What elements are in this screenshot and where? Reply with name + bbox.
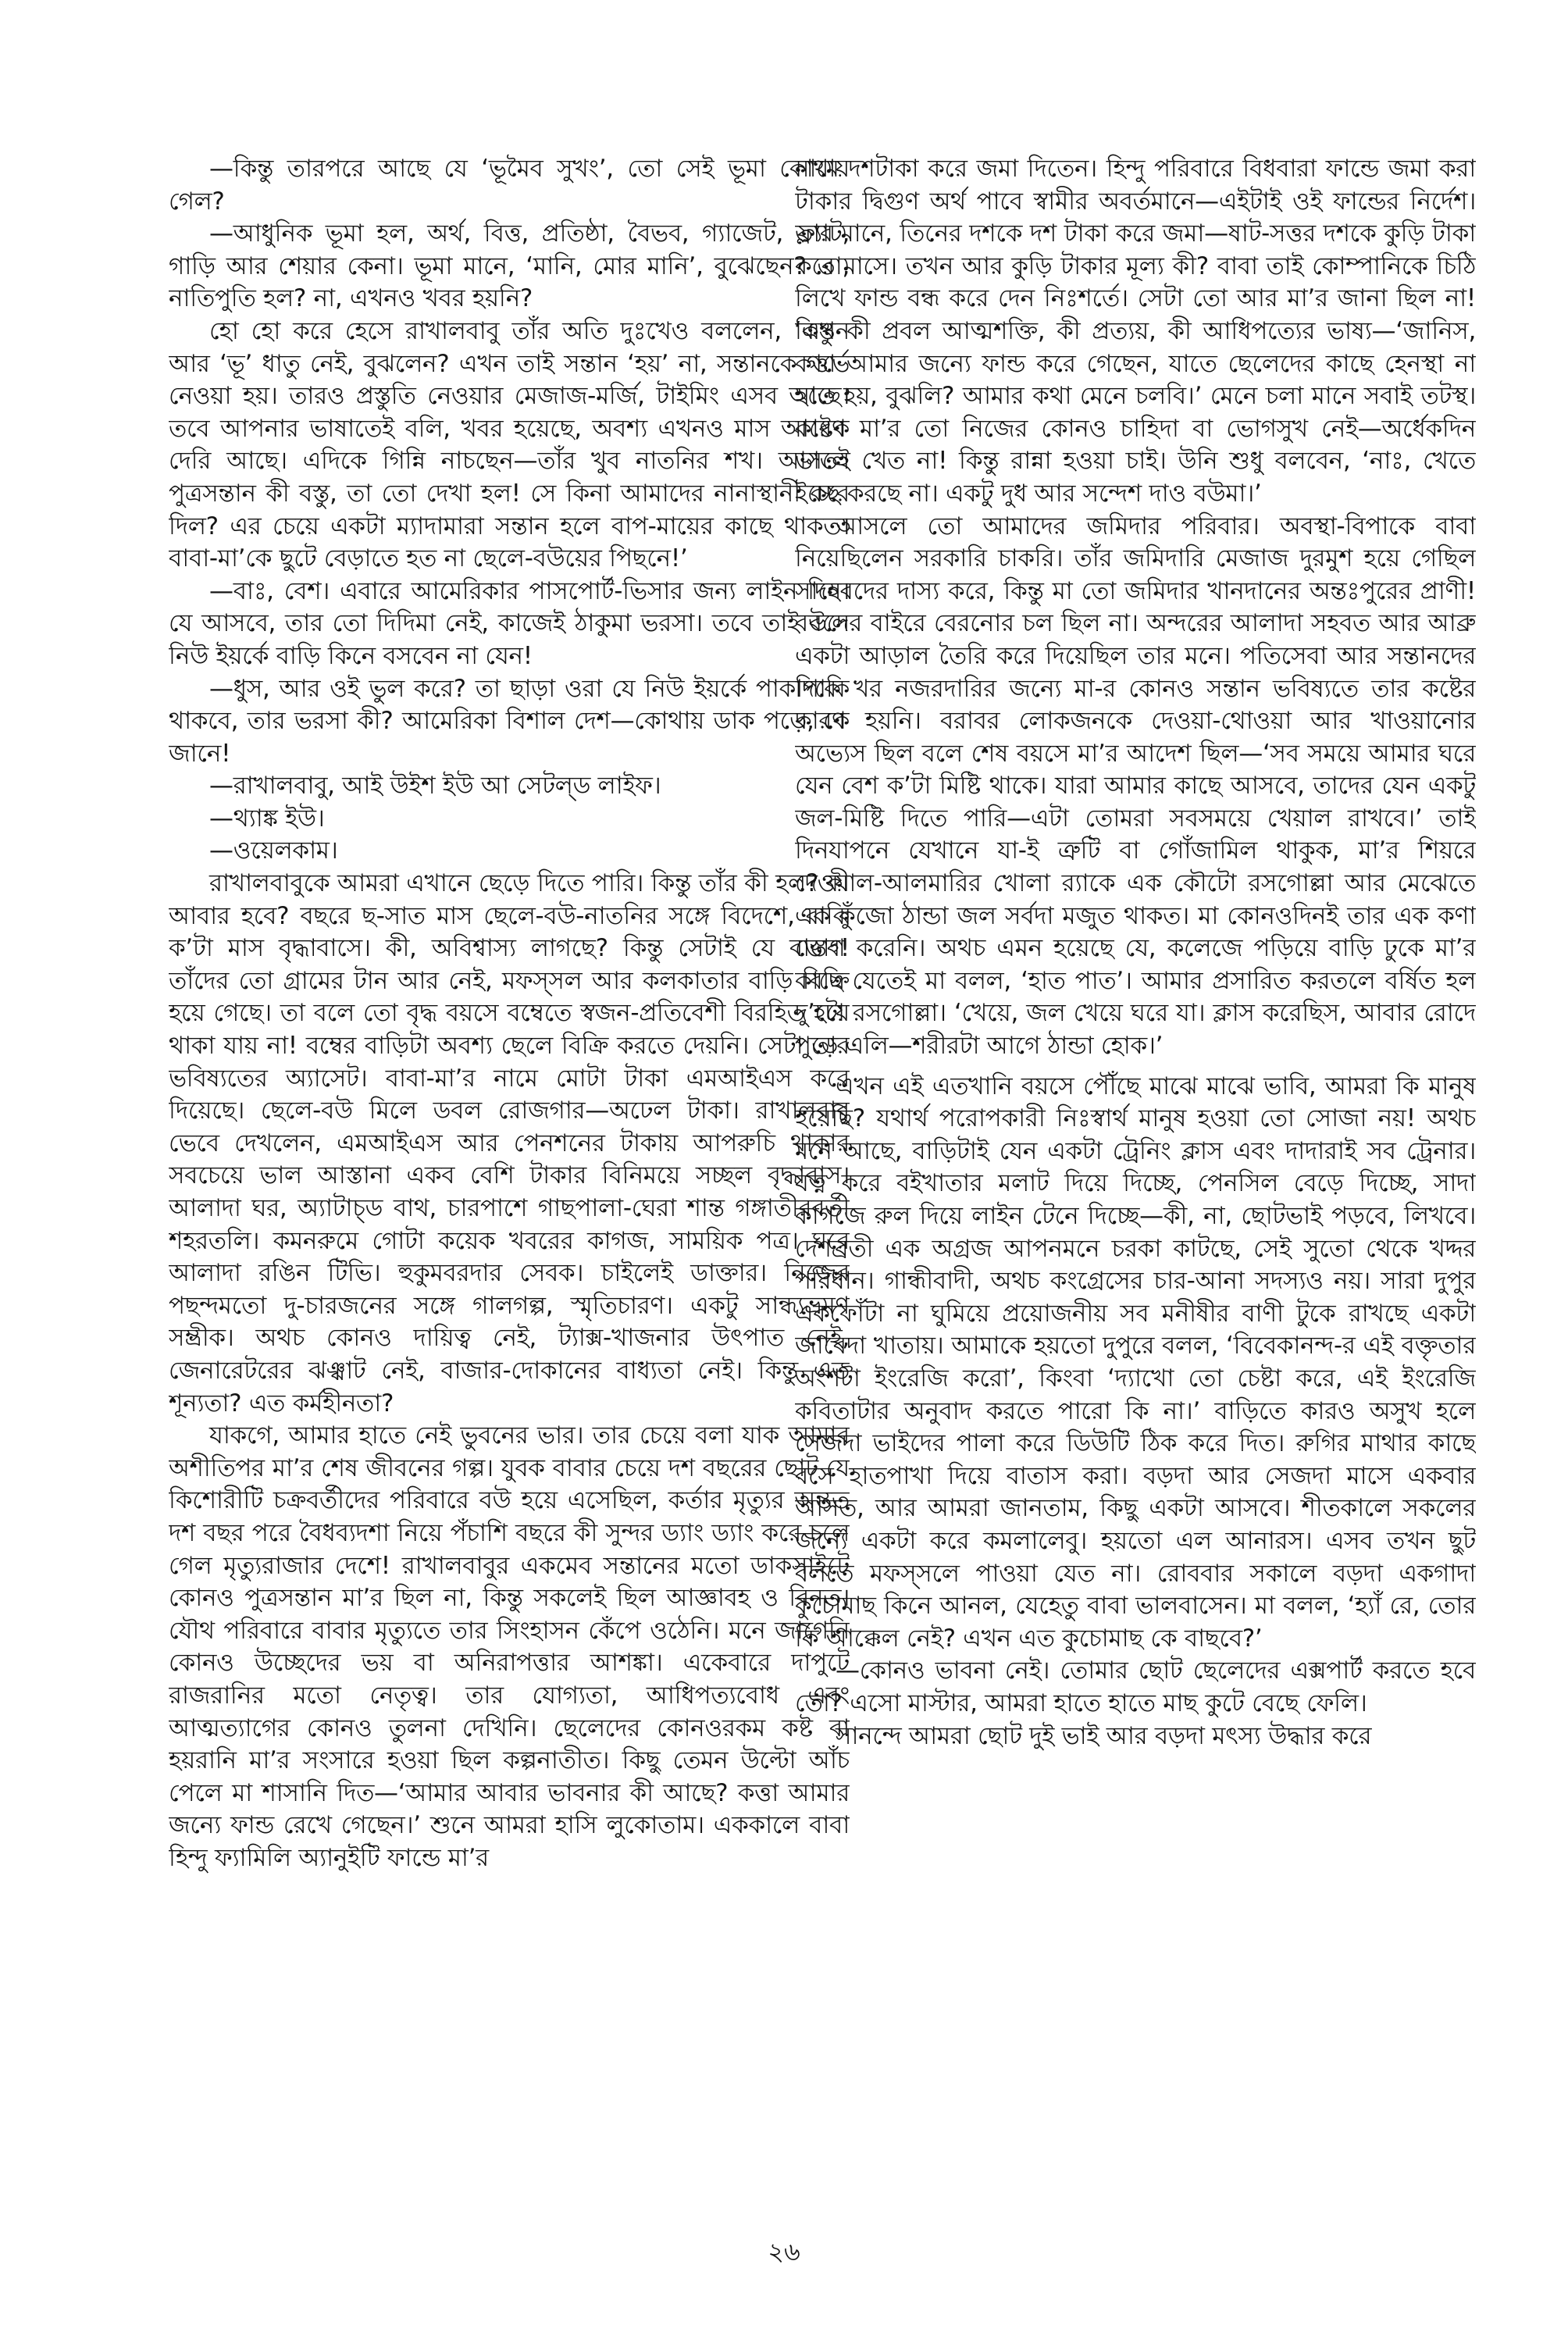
- paragraph: রাখালবাবুকে আমরা এখানে ছেড়ে দিতে পারি। কিন্তু তাঁর কী হল? কী আবার হবে? বছরে ছ-সাত মাস ছেলে-বউ-নাতনির সঙ্গে বিদেশে, বাকি ক’টা মাস বৃদ্ধাবাসে। কী, অবিশ্বাস্য লাগছে? কিন্তু সেটাই যে বাস্তব! তাঁদের তো গ্রামের টান আর নেই, মফস্‌সল আর কলকাতার বাড়ি বিক্রি হয়ে গেছে। তা বলে তো বৃদ্ধ বয়সে বম্বেতে স্বজন-প্রতিবেশী বিরহিত হয়ে থাকা যায় না! বম্বের বাড়িটা অবশ্য ছেলে বিক্রি করতে দেয়নি। সেটা তার ভবিষ্যতের অ্যাসেট। বাবা-মা’র নামে মোটা টাকা এমআইএস করে দিয়েছে। ছেলে-বউ মিলে ডবল রোজগার—অঢেল টাকা। রাখালবাবু ভেবে দেখলেন, এমআইএস আর পেনশনের টাকায় আপরুচি থাকার সবচেয়ে ভাল আস্তানা একব বেশি টাকার বিনিময়ে সচ্ছল বৃদ্ধাবাস। আলাদা ঘর, অ্যাটাচ্‌ড বাথ, চারপাশে গাছপালা-ঘেরা শান্ত গঙ্গাতীরবর্তী শহরতলি। কমনরুমে গোটা কয়েক খবরের কাগজ, সাময়িক পত্র। ঘরে আলাদা রঙিন টিভি। হুকুমবরদার সেবক। চাইলেই ডাক্তার। নিজের পছন্দমতো দু-চারজনের সঙ্গে গালগল্প, স্মৃতিচারণ। একটু সান্ধ্যভ্রমণ সম্ভ্রীক। অথচ কোনও দায়িত্ব নেই, ট্যাক্স-খাজনার উৎপাত নেই, জেনারেটরের ঝঞ্ঝাট নেই, বাজার-দোকানের বাধ্যতা নেই। কিন্তু এত শূন্যতা? এত কর্মহীনতা?: [169, 869, 850, 1417]
- paragraph: —বাঃ, বেশ। এবারে আমেরিকার পাসপোর্ট-ভিসার জন্য লাইন দিন। যে আসবে, তার তো দিদিমা নেই, কাজেই ঠাকুমা ভরসা। তবে তাই বলে নিউ ইয়র্কে বাড়ি কিনে বসবেন না যেন!: [169, 576, 850, 670]
- right-column: [795, 153, 1476, 2262]
- paragraph: —কোনও ভাবনা নেই। তোমার ছোট ছেলেদের এক্সপার্ট করতে হবে তো? এসো মাস্টার, আমরা হাতে হাতে মাছ কুটে বেছে ফেলি।: [795, 1656, 1476, 1717]
- paragraph: —ওয়েলকাম।: [209, 836, 338, 865]
- paragraph: যাকগে, আমার হাতে নেই ভুবনের ভার। তার চেয়ে বলা যাক আমার অশীতিপর মা’র শেষ জীবনের গল্প। যুবক বাবার চেয়ে দশ বছরের ছোট যে কিশোরীটি চক্রবর্তীদের পরিবারে বউ হয়ে এসেছিল, কর্তার মৃত্যুর অন্তত দশ বছর পরে বৈধব্যদশা নিয়ে পঁচাশি বছরে কী সুন্দর ড্যাং ড্যাং করে চলে গেল মৃত্যুরাজার দেশে! রাখালবাবুর একমেব সন্তানের মতো ডাকসাইটে কোনও পুত্রসন্তান মা’র ছিল না, কিন্তু সকলেই ছিল আজ্ঞাবহ ও বিনত। যৌথ পরিবারে বাবার মৃত্যুতে তার সিংহাসন কেঁপে ওঠেনি। মনে জাগেনি কোনও উচ্ছেদের ভয় বা অনিরাপত্তার আশঙ্কা। একেবারে দাপুটে রাজরানির মতো নেতৃত্ব। তার যোগ্যতা, আধিপত্যবোধ এবং আত্মত্যাগের কোনও তুলনা দেখিনি। ছেলেদের কোনওরকম কষ্ট বা হয়রানি মা’র সংসারে হওয়া ছিল কল্পনাতীত। কিছু তেমন উল্টো আঁচ পেলে মা শাসানি দিত—‘আমার আবার ভাবনার কী আছে? কত্তা আমার জন্যে ফান্ড রেখে গেছেন।’ শুনে আমরা হাসি লুকোতাম। এককালে বাবা হিন্দু ফ্যামিলি অ্যানুইটি ফান্ডে মা’র: [169, 1421, 850, 1872]
- paragraph: —কিন্তু তারপরে আছে যে ‘ভূমৈব সুখং’, তো সেই ভূমা কোথায় গেল?: [169, 155, 850, 216]
- paragraph: —রাখালবাবু, আই উইশ ইউ আ সেটল্‌ড লাইফ।: [209, 772, 661, 801]
- paragraph: —আধুনিক ভূমা হল, অর্থ, বিত্ত, প্রতিষ্ঠা, বৈভব, গ্যাজেট, ফ্ল্যাট, গাড়ি আর শেয়ার কেনা। ভূমা মানে, ‘মানি, মোর মানি’, বুঝেছেন? তা, নাতিপুতি হল? না, এখনও খবর হয়নি?: [169, 219, 850, 313]
- paragraph: নামে দশটাকা করে জমা দিতেন। হিন্দু পরিবারে বিধবারা ফান্ডে জমা করা টাকার দ্বিগুণ অর্থ পাবে স্বামীর অবর্তমানে—এইটাই ওই ফান্ডের নির্দেশ। তার মানে, তিনের দশকে দশ টাকা করে জমা—ষাট-সত্তর দশকে কুড়ি টাকা করে মাসে। তখন আর কুড়ি টাকার মূল্য কী? বাবা তাই কোম্পানিকে চিঠি লিখে ফান্ড বন্ধ করে দেন নিঃশর্তে। সেটা তো আর মা’র জানা ছিল না! কিন্তু কী প্রবল আত্মশক্তি, কী প্রত্যয়, কী আধিপত্যের ভাষ্য—‘জানিস, কত্তা আমার জন্যে ফান্ড করে গেছেন, যাতে ছেলেদের কাছে হেনস্থা না হতে হয়, বুঝলি? আমার কথা মেনে চলবি।’ মেনে চলা মানে সবাই তটস্থ। কারণ মা’র তো নিজের কোনও চাহিদা বা ভোগসুখ নেই—অর্ধেকদিন ভাতই খেত না! কিন্তু রান্না হওয়া চাই। উনি শুধু বলবেন, ‘নাঃ, খেতে ইচ্ছে করছে না। একটু দুধ আর সন্দেশ দাও বউমা।’: [795, 155, 1476, 508]
- paragraph: —ধুস, আর ওই ভুল করে? তা ছাড়া ওরা যে নিউ ইয়র্কে পাকাপাকি থাকবে, তার ভরসা কী? আমেরিকা বিশাল দেশ—কোথায় ডাক পড়ে, কে জানে!: [169, 674, 850, 768]
- paragraph: —থ্যাঙ্ক ইউ।: [209, 804, 325, 833]
- paragraph: আসলে তো আমাদের জমিদার পরিবার। অবস্থা-বিপাকে বাবা নিয়েছিলেন সরকারি চাকরি। তাঁর জমিদারি মেজাজ দুরমুশ হয়ে গেছিল সাহেবদের দাস্য করে, কিন্তু মা তো জমিদার খানদানের অন্তঃপুরের প্রাণী! বউদের বাইরে বেরনোর চল ছিল না। অন্দরের আলাদা সহবত আর আব্রু একটা আড়াল তৈরি করে দিয়েছিল তার মনে। পতিসেবা আর সন্তানদের দিকে খর নজরদারির জন্যে মা-র কোনও সন্তান ভবিষ্যতে তার কষ্টের কারণ হয়নি। বরাবর লোকজনকে দেওয়া-থোওয়া আর খাওয়ানোর অভ্যেস ছিল বলে শেষ বয়সে মা’র আদেশ ছিল—‘সব সময়ে আমার ঘরে যেন বেশ ক’টা মিষ্টি থাকে। যারা আমার কাছে আসবে, তাদের যেন একটু জল-মিষ্টি দিতে পারি—এটা তোমরা সবসময়ে খেয়াল রাখবে।’ তাই দিনযাপনে যেখানে যা-ই ত্রুটি বা গোঁজামিল থাকুক, মা’র শিয়রে দেওয়াল-আলমারির খোলা র‍্যাকে এক কৌটো রসগোল্লা আর মেঝেতে এক কুঁজো ঠান্ডা জল সর্বদা মজুত থাকত। মা কোনওদিনই তার এক কণা ভোগ করেনি। অথচ এমন হয়েছে যে, কলেজে পড়িয়ে বাড়ি ঢুকে মা’র কাছে যেতেই মা বলল, ‘হাত পাত’। আমার প্রসারিত করতলে বর্ষিত হল দু’টো রসগোল্লা। ‘খেয়ে, জল খেয়ে ঘরে যা। ক্লাস করেছিস, আবার রোদে পুড়ে এলি—শরীরটা আগে ঠান্ডা হোক।’: [795, 512, 1476, 1061]
- left-column: [169, 153, 850, 2262]
- paragraph: হো হো করে হেসে রাখালবাবু তাঁর অতি দুঃখেও বললেন, ‘এখন আর ‘ভূ’ ধাতু নেই, বুঝলেন? এখন তাই সন্তান ‘হয়’ না, সন্তানকে গর্ভে নেওয়া হয়। তারও প্রস্তুতি নেওয়ার মেজাজ-মর্জি, টাইমিং এসব আছে। তবে আপনার ভাষাতেই বলি, খবর হয়েছে, অবশ্য এখনও মাস আষ্টেক দেরি আছে। এদিকে গিন্নি নাচছেন—তাঁর খুব নাতনির শখ। আসলে পুত্রসন্তান কী বস্তু, তা তো দেখা হল! সে কিনা আমাদের নানাস্থানী করে দিল? এর চেয়ে একটা ম্যাদামারা সন্তান হলে বাপ-মায়ের কাছে থাকত। বাবা-মা’কে ছুটে বেড়াতে হত না ছেলে-বউয়ের পিছনে!’: [169, 316, 850, 573]
- paragraph: এখন এই এতখানি বয়সে পৌঁছে মাঝে মাঝে ভাবি, আমরা কি মানুষ হয়েছি? যথার্থ পরোপকারী নিঃস্বার্থ মানুষ হওয়া তো সোজা নয়! অথচ মনে আছে, বাড়িটাই যেন একটা ট্রেনিং ক্লাস এবং দাদারাই সব ট্রেনার। যত্ন করে বইখাতার মলাট দিয়ে দিচ্ছে, পেনসিল বেড়ে দিচ্ছে, সাদা কাগজে রুল দিয়ে লাইন টেনে দিচ্ছে—কী, না, ছোটভাই পড়বে, লিখবে। দেশব্রতী এক অগ্রজ আপনমনে চরকা কাটছে, সেই সুতো থেকে খদ্দর পরিধান। গান্ধীবাদী, অথচ কংগ্রেসের চার-আনা সদস্যও নয়। সারা দুপুর একফোঁটা না ঘুমিয়ে প্রয়োজনীয় সব মনীষীর বাণী টুকে রাখছে একটা জাবেদা খাতায়। আমাকে হয়তো দুপুরে বলল, ‘বিবেকানন্দ-র এই বক্তৃতার অংশটা ইংরেজি করো’, কিংবা ‘দ্যাখো তো চেষ্টা করে, এই ইংরেজি কবিতাটার অনুবাদ করতে পারো কি না।’ বাড়িতে কারও অসুখ হলে সেজদা ভাইদের পালা করে ডিউটি ঠিক করে দিত। রুগির মাথার কাছে বসে হাতপাখা দিয়ে বাতাস করা। বড়দা আর সেজদা মাসে একবার আসত, আর আমরা জানতাম, কিছু একটা আসবে। শীতকালে সকলের জন্যে একটা করে কমলালেবু। হয়তো এল আনারস। এসব তখন ছুট বলতে মফস্‌সলে পাওয়া যেত না। রোববার সকালে বড়দা একগাদা কুচোমাছ কিনে আনল, যেহেতু বাবা ভালবাসেন। মা বলল, ‘হ্যাঁ রে, তোর কি আক্কেল নেই? এখন এত কুচোমাছ কে বাছবে?’: [795, 1072, 1476, 1653]
- page-number: ২৬: [768, 2237, 800, 2266]
- paragraph: সানন্দে আমরা ছোট দুই ভাই আর বড়দা মৎস্য উদ্ধার করে: [836, 1721, 1372, 1750]
